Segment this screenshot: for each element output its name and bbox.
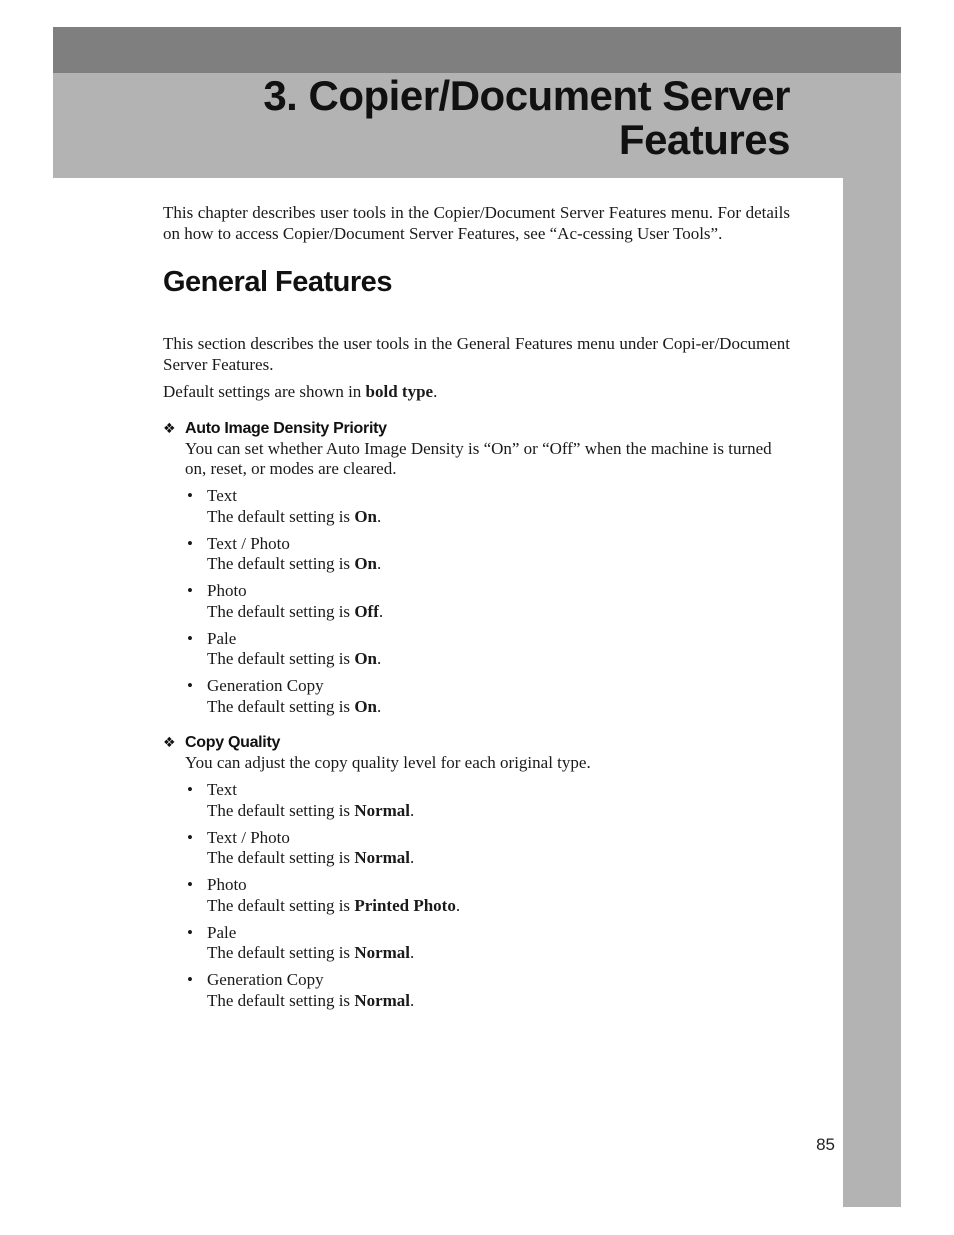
default-note-suffix: . [433,382,438,401]
default-setting-prefix: The default setting is [207,943,355,962]
chapter-title [90,74,790,162]
section-title: General Features [163,266,392,298]
default-setting-line [207,896,790,917]
bullet-icon: • [187,486,193,505]
chapter-title-line1: 3. Copier/Document Server [263,72,790,119]
period: . [377,649,382,668]
setting-name: Generation Copy [207,676,324,695]
default-setting-prefix: The default setting is [207,506,355,526]
setting-name: Photo [207,581,247,600]
default-setting-prefix: The default setting is [207,601,355,621]
list-item [185,875,790,916]
period: . [410,848,415,867]
default-setting-prefix: The default setting is [207,696,355,716]
setting-group-title: Auto Image Density Priority [185,419,387,437]
setting-list [185,486,790,717]
chapter-top-bar [53,27,901,73]
default-setting-prefix: The default setting is [207,554,355,573]
chapter-intro: This chapter describes user tools in the Copier/Document Server Features menu. For details on how to access Copier/Document Server Features, see “Ac-cessing User Tools”. [163,203,790,243]
default-setting-line [207,848,790,869]
default-setting-value: On [354,649,377,668]
setting-name: Pale [207,922,237,942]
default-setting-value: Printed Photo [354,895,456,915]
page-number: 85 [816,1135,835,1154]
default-note [163,382,790,403]
period: . [455,895,461,915]
setting-name: Text / Photo [207,827,290,847]
list-item [185,828,790,869]
default-setting-line [207,991,790,1012]
bullet-icon: • [187,970,193,989]
setting-group-description: You can set whether Auto Image Density is “On” or “Off” when the machine is turned on, reset, or modes are cleared. [185,438,772,478]
list-item [185,486,790,527]
default-setting-prefix: The default setting is [207,649,355,668]
default-setting-prefix: The default setting is [207,895,355,915]
bullet-icon: • [187,628,193,648]
setting-name: Pale [207,628,237,648]
setting-name: Text [207,780,237,799]
default-setting-prefix: The default setting is [207,800,355,820]
list-item [185,534,790,575]
period: . [410,990,415,1010]
list-item [185,676,790,717]
section-description: This section describes the user tools in the General Features menu under Copi-er/Document Server Features. [163,334,790,374]
period: . [410,943,415,962]
default-setting-line [207,602,790,623]
bullet-icon: • [187,676,193,695]
default-setting-value: Normal [354,943,411,962]
default-setting-line [207,697,790,718]
bullet-icon: • [187,875,193,894]
default-setting-value: On [354,696,377,716]
list-item [185,581,790,622]
diamond-icon: ❖ [163,734,176,750]
default-setting-value: Normal [354,848,411,867]
period: . [410,800,415,820]
setting-group-title: Copy Quality [185,734,281,751]
setting-group-heading [163,418,790,439]
settings-groups [163,418,790,1012]
setting-name: Generation Copy [207,970,324,989]
chapter-side-tab [843,178,901,1207]
bullet-icon: • [187,581,193,600]
diamond-icon: ❖ [163,419,176,436]
bullet-icon: • [187,533,193,553]
list-item [185,970,790,1011]
default-setting-line [207,507,790,528]
setting-name: Text / Photo [207,533,290,553]
period: . [377,506,382,526]
default-setting-value: Normal [354,990,411,1010]
period: . [377,554,382,573]
bullet-icon: • [187,922,193,942]
list-item [185,780,790,821]
setting-name: Photo [207,875,247,894]
setting-list [185,780,790,1011]
default-setting-value: On [354,506,377,526]
default-setting-line [207,554,790,575]
chapter-title-line2: Features [618,116,790,163]
default-setting-prefix: The default setting is [207,990,355,1010]
bullet-icon: • [187,780,193,799]
default-setting-value: Off [354,601,379,621]
default-setting-line [207,943,790,964]
page-content [163,203,790,1011]
default-note-prefix: Default settings are shown in [163,382,366,401]
default-setting-line [207,801,790,822]
default-setting-prefix: The default setting is [207,848,355,867]
default-setting-value: Normal [354,800,411,820]
list-item [185,629,790,670]
setting-group-description: You can adjust the copy quality level for each original type. [185,753,591,772]
default-setting-line [207,649,790,670]
period: . [377,696,382,716]
default-setting-value: On [354,554,377,573]
bullet-icon: • [187,827,193,847]
list-item [185,923,790,964]
period: . [378,601,384,621]
default-note-bold: bold type [365,382,434,401]
setting-name: Text [207,486,237,505]
setting-group-heading [163,732,790,753]
